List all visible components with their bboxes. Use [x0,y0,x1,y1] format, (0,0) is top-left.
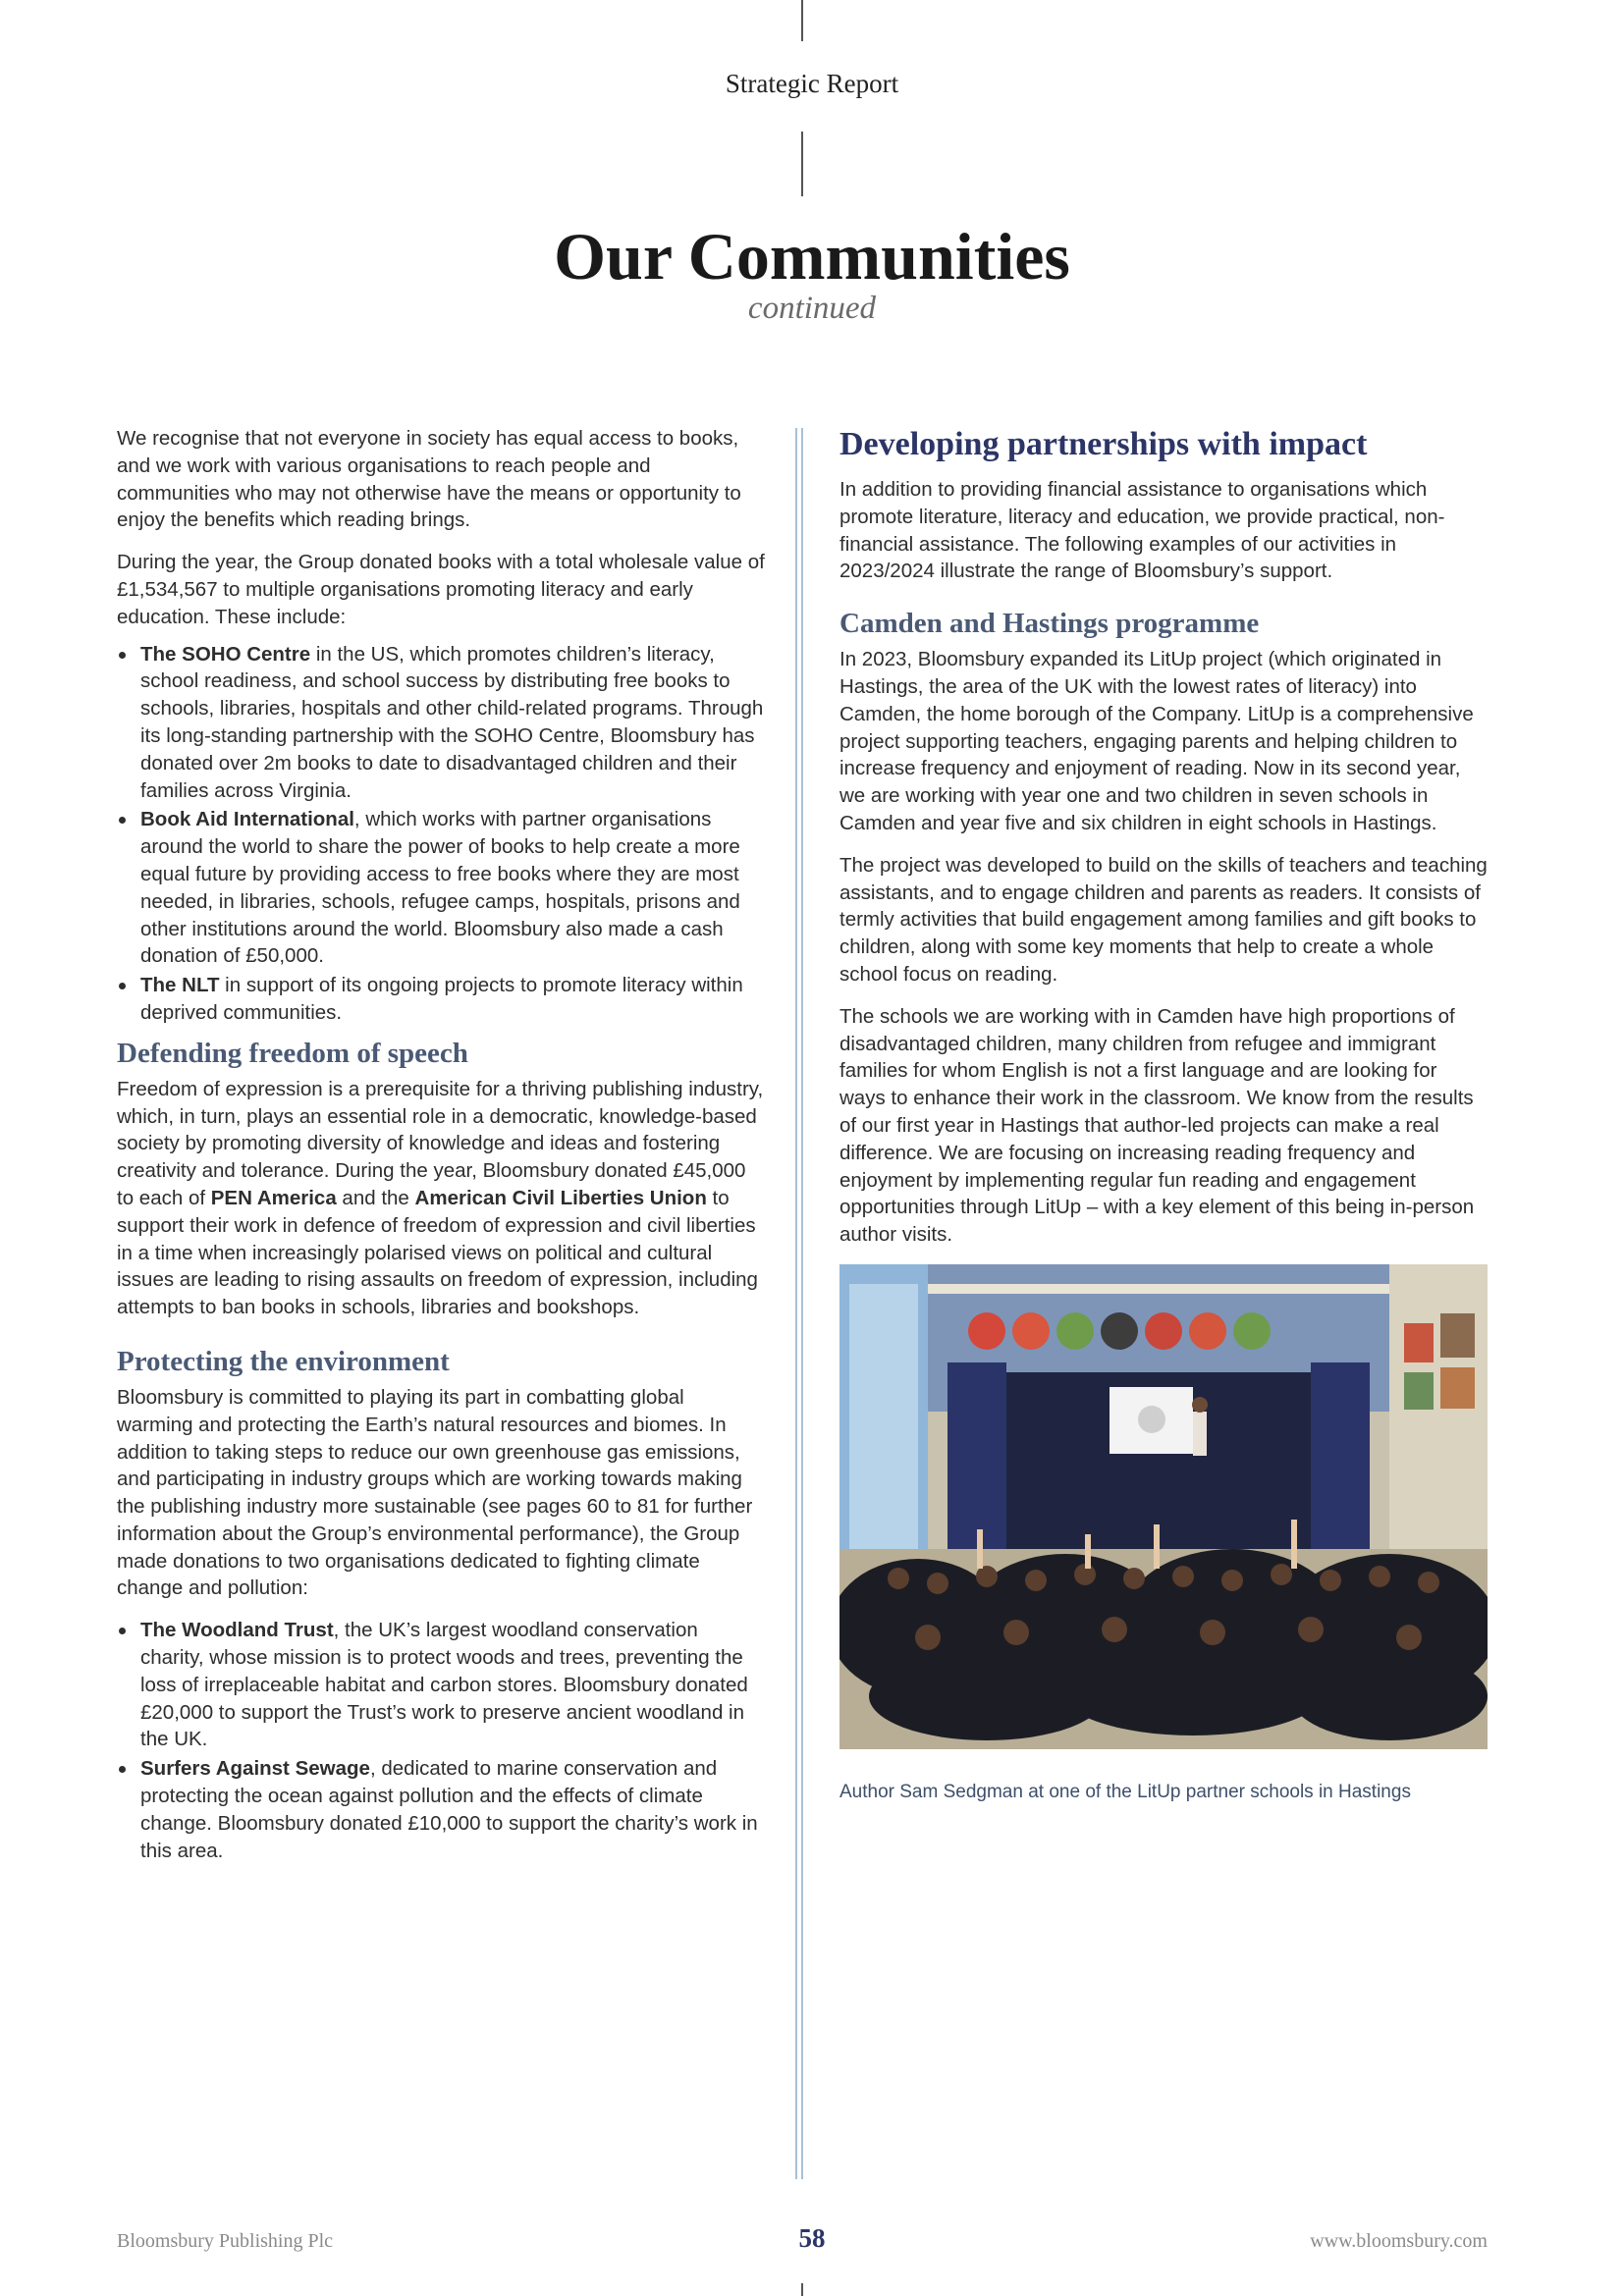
environment-donation-list [117,1617,765,1864]
environment-heading: Protecting the environment [117,1345,450,1377]
section-label: Strategic Report [725,69,899,98]
bullet-icon [119,652,126,659]
list-item [117,641,765,805]
org-name: Book Aid International [140,808,354,831]
freedom-heading: Defending freedom of speech [117,1037,468,1069]
school-assembly-photo [839,1264,1488,1749]
list-item [117,972,765,1027]
freedom-text-1: Freedom of expression is a prerequisite for a thriving publishing industry, which, in turn, plays an essential role in a democratic, knowledge-based society by promoting diversity of knowledge and ideas and fostering creativity and tolerance. During the year, Bloomsbury donated £45,000 to each of [117,1077,764,1209]
bullet-icon [119,1766,126,1773]
page-subtitle: continued [747,291,877,326]
partnerships-heading: Developing partnerships with impact [839,426,1368,462]
page-title: Our Communities [554,219,1070,294]
org-name: The Woodland Trust [140,1619,334,1642]
donation-summary-paragraph: During the year, the Group donated books with a total wholesale value of £1,534,567 to multiple organisations promoting literacy and early education. These include: [117,551,765,628]
footer-company: Bloomsbury Publishing Plc [117,2230,334,2252]
photo-caption: Author Sam Sedgman at one of the LitUp partner schools in Hastings [839,1781,1411,1802]
right-column [839,425,1488,1806]
left-column [117,425,765,1874]
org-description: , dedicated to marine conservation and protecting the ocean against pollution and the effects of climate change. Bloomsbury donated £10,000 to support the charity’s work in this area. [140,1757,758,1862]
org-description: in the US, which promotes children’s literacy, school readiness, and school success by distributing free books to schools, libraries, hospitals and other child-related programs. Through its long-standing partnership with the SOHO Centre, Bloomsbury has donated over 2m books to date to disadvantaged children and their families across Virginia. [140,642,764,802]
org-name: PEN America [210,1186,337,1209]
column-rule-right [801,428,803,2179]
org-description: in support of its ongoing projects to promote literacy within deprived communities. [140,974,743,1024]
org-description: , the UK’s largest woodland conservation charity, whose mission is to protect woods and trees, preventing the loss of irreplaceable habitat and carbon stores. Bloomsbury donated £20,000 to support the Trust’s work to preserve ancient woodland in the UK. [140,1619,748,1751]
bullet-icon [119,1628,126,1634]
title-divider-line [801,132,803,196]
list-item [117,806,765,970]
camden-heading: Camden and Hastings programme [839,608,1260,640]
org-name: American Civil Liberties Union [414,1186,707,1209]
assembly-illustration [839,1264,1488,1749]
column-rule-left [795,428,797,2179]
intro-paragraph: We recognise that not everyone in society has equal access to books, and we work with various organisations to reach people and communities who may not otherwise have the means or opportunity to enjoy the benefits which reading brings. [117,427,741,532]
org-name: The NLT [140,974,220,997]
page-number: 58 [798,2223,826,2253]
freedom-paragraph [117,1076,765,1321]
top-divider-line [801,0,803,41]
bullet-icon [119,983,126,989]
freedom-text-2: and the [336,1186,415,1209]
org-description: , which works with partner organisations around the world to share the power of books to help create a more equal future by providing access to free books where they are most needed, in libraries, schools, refugee camps, hospitals, prisons and other institutions around the world. Bloomsbury also made a cash donation of £50,000. [140,808,740,968]
freedom-text-3: to support their work in defence of freedom of expression and civil liberties in a time when increasingly polarised views on political and cultural issues are leading to rising assaults on freedom of expression, including attempts to ban books in schools, libraries and bookshops. [117,1186,758,1319]
org-name: Surfers Against Sewage [140,1757,370,1781]
camden-paragraph-1: In 2023, Bloomsbury expanded its LitUp project (which originated in Hastings, the area of the UK with the lowest rates of literacy) into Camden, the home borough of the Company. LitUp is a comprehensive project supporting teachers, engaging parents and helping children to increase frequency and enjoyment of reading. Now in its second year, we are working with year one and two children in seven schools in Camden and year five and six children in eight schools in Hastings. [839,648,1474,834]
list-item [117,1755,765,1864]
bottom-divider-line [801,2283,803,2296]
footer-url: www.bloomsbury.com [1310,2230,1488,2252]
org-name: The SOHO Centre [140,642,311,666]
list-item [117,1617,765,1753]
camden-paragraph-3: The schools we are working with in Camden have high proportions of disadvantaged children, many children from refugee and immigrant families for whom English is not a first language and are looking for ways to enhance their work in the classroom. We know from the results of our first year in Hastings that author-led projects can make a real difference. We are focusing on increasing reading frequency and enjoyment by implementing regular fun reading and engagement opportunities through LitUp – with a key element of this being in-person author visits. [839,1004,1475,1247]
partnerships-paragraph: In addition to providing financial assistance to organisations which promote literature, literacy and education, we provide practical, non-financial assistance. The following examples of our activities in 2023/2024 illustrate the range of Bloomsbury’s support. [839,478,1445,583]
donation-list [117,641,765,1027]
environment-paragraph: Bloomsbury is committed to playing its part in combatting global warming and protecting the Earth’s natural resources and biomes. In addition to taking steps to reduce our own greenhouse gas emissions, and participating in industry groups which are working towards making the publishing industry more sustainable (see pages 60 to 81 for further information about the Group’s environmental performance), the Group made donations to two organisations dedicated to fighting climate change and pollution: [117,1385,753,1600]
camden-paragraph-2: The project was developed to build on the skills of teachers and teaching assistants, and to engage children and parents as readers. It consists of termly activities that build engagement among families and gift books to children, along with some key moments that help to create a whole school focus on reading. [839,853,1488,986]
bullet-icon [119,817,126,824]
